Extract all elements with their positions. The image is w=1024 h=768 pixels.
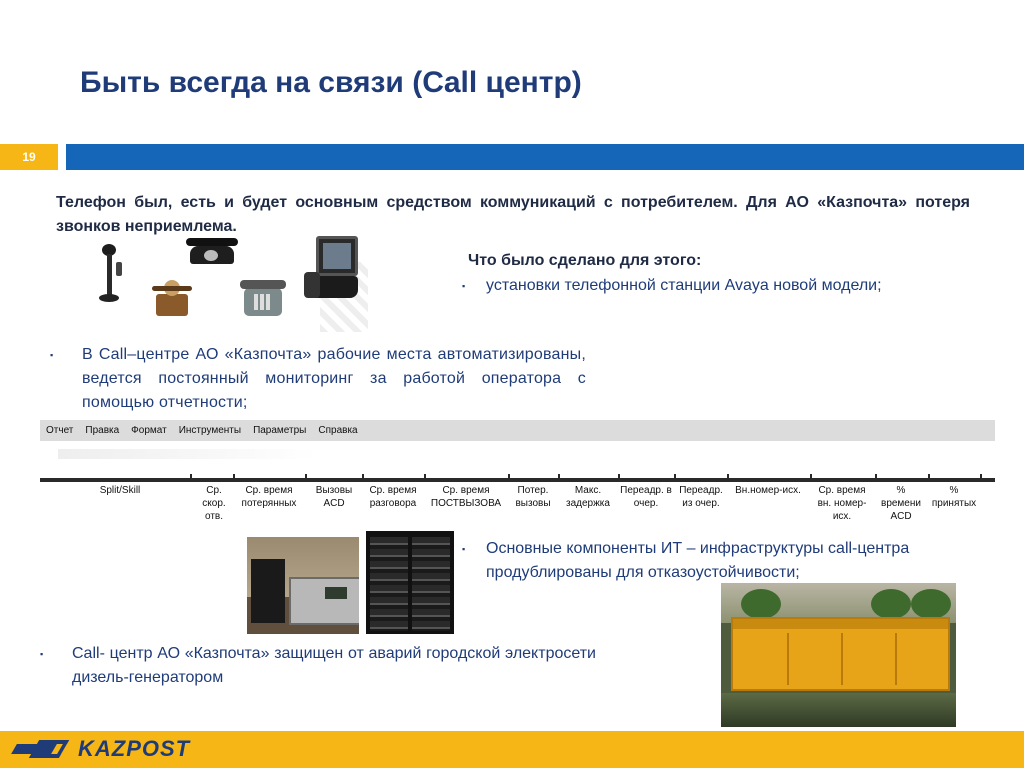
bullet-text: установки телефонной станции Avaya новой модели; <box>486 277 882 294</box>
menu-item-format: Формат <box>131 425 167 436</box>
diesel-generator-photo <box>721 583 956 727</box>
column-header: % принятых <box>931 485 977 509</box>
kazpost-logo-icon <box>14 738 72 760</box>
column-header: Вызовы ACD <box>315 485 353 509</box>
bullet-item <box>462 537 1022 585</box>
bullet-item <box>50 343 586 415</box>
kazpost-logo <box>14 735 190 763</box>
column-header: Вн.номер-исх. <box>735 485 801 496</box>
column-header: Переадр. в очер. <box>620 485 672 509</box>
menu-item-report: Отчет <box>46 425 74 436</box>
column-header: Ср. время разговора <box>369 485 417 509</box>
menu-item-tools: Инструменты <box>178 425 242 436</box>
candlestick-phone-image <box>96 240 122 304</box>
report-toolbar-area <box>40 441 995 475</box>
subheading: Что было сделано для этого: <box>468 252 702 269</box>
rotary-phone-image <box>186 236 238 264</box>
column-header: Ср. время потерянных <box>241 485 297 509</box>
column-header: Ср. время вн. номер-исх. <box>817 485 867 522</box>
report-header-line <box>40 478 995 482</box>
bullet-marker: ▪ <box>40 649 44 659</box>
logo-text: KAZPOST <box>78 736 191 761</box>
column-header: Ср. время ПОСТВЫЗОВА <box>430 485 502 509</box>
bullet-text: В Call–центре АО «Казпочта» рабочие места автоматизированы, ведется постоянный мониторинг за работой оператора с помощью отчетности; <box>82 346 586 411</box>
bullet-marker: ▪ <box>50 350 54 360</box>
slide-title: Быть всегда на связи (Call центр) <box>80 66 582 99</box>
column-header: Переадр. из очер. <box>679 485 723 509</box>
slide-number: 19 <box>0 144 58 170</box>
menu-item-help: Справка <box>318 425 358 436</box>
bullet-marker: ▪ <box>462 544 466 554</box>
column-header: Потер. вызовы <box>515 485 551 509</box>
header-bar <box>66 144 1024 170</box>
bullet-item <box>462 274 1002 298</box>
bullet-item <box>40 642 596 690</box>
menu-item-parameters: Параметры <box>253 425 307 436</box>
bullet-text: Call- центр АО «Казпочта» защищен от аварий городской электросети дизель-генератором <box>72 645 596 686</box>
ups-equipment-photo <box>247 537 359 634</box>
column-header: Ср. скор. отв. <box>202 485 226 522</box>
bullet-marker: ▪ <box>462 281 466 291</box>
antique-phone-image <box>152 276 192 318</box>
report-menu-bar <box>40 420 995 441</box>
video-phone-image <box>302 232 368 332</box>
phones-illustration <box>90 232 370 332</box>
bullet-text: Основные компоненты ИТ – инфраструктуры call-центра продублированы для отказоустойчивости; <box>486 540 910 581</box>
keypad-phone-image <box>240 276 286 318</box>
intro-text: Телефон был, есть и будет основным средством коммуникаций с потребителем. Для АО «Казпочта» потеря звонков неприемлема. <box>56 194 970 235</box>
server-rack-photo <box>366 531 454 634</box>
column-header: % времени ACD <box>881 485 921 522</box>
column-header: Split/Skill <box>99 485 141 496</box>
menu-item-edit: Правка <box>85 425 120 436</box>
column-header: Макс. задержка <box>566 485 610 509</box>
report-table-header <box>40 484 995 528</box>
